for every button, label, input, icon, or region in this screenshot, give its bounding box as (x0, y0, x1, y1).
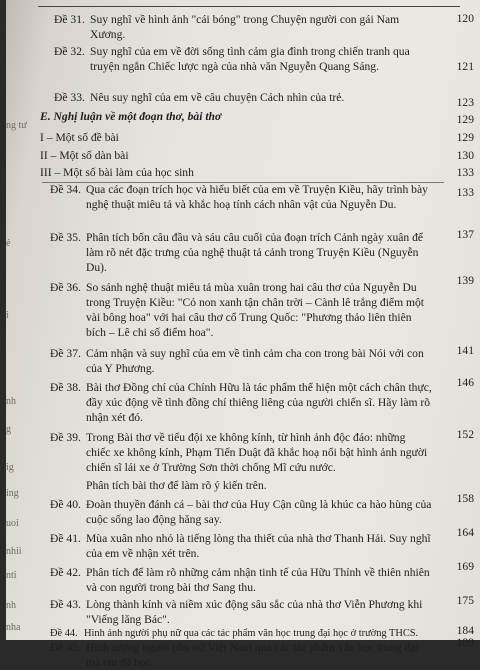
side-fragment: uoi (6, 518, 19, 529)
entry-text: Phân tích để làm rõ những cảm nhận tinh tế của Hữu Thỉnh về thiên nhiên và con người trong bài thơ Sang thu. (86, 566, 430, 594)
entry-label: Đề 39. (50, 431, 81, 444)
toc-entry (50, 380, 436, 428)
entry-label: Đề 41. (50, 532, 81, 545)
side-fragment: nha (6, 622, 21, 633)
page-number: 129 (456, 113, 474, 126)
page-number: 141 (456, 344, 474, 357)
side-fragment: nti (6, 570, 17, 581)
entry-label: Đề 33. (54, 91, 85, 104)
side-fragment: g (6, 424, 11, 435)
side-fragment: ng tư (6, 120, 27, 131)
page-number: 184 (456, 624, 474, 637)
entry-label: Đề 40. (50, 498, 81, 511)
entry-text: Nêu suy nghĩ của em về câu chuyện Cách nhìn của trẻ. (90, 91, 345, 104)
page-number: 121 (456, 60, 474, 73)
entry-continuation: Phân tích bài thơ để làm rõ ý kiến trên. (86, 479, 267, 492)
toc-entry (50, 230, 436, 278)
toc-entry (54, 12, 432, 44)
entry-label: Đề 38. (50, 381, 81, 394)
entry-text: Bài thơ Đồng chí của Chính Hữu là tác phẩm thể hiện một cách chân thực, đầy xúc động về tình đồng chí thiêng liêng của người chiến sĩ. Hãy làm rõ nhận xét đó. (86, 381, 432, 424)
page-number: 152 (456, 428, 474, 441)
toc-entry (50, 182, 436, 230)
entry-text: Lòng thành kính và niềm xúc động sâu sắc của nhà thơ Viễn Phương khi "Viếng lăng Bác". (86, 598, 423, 626)
page-number: 133 (456, 186, 474, 199)
page-number: 158 (456, 492, 474, 505)
side-fragment: nhii (6, 546, 22, 557)
page-number: 139 (456, 274, 474, 287)
entry-text: Mùa xuân nho nhỏ là tiếng lòng tha thiết của nhà thơ Thanh Hải. Suy nghĩ của em về nhận xét trên. (86, 532, 431, 560)
toc-entry (50, 346, 436, 378)
page-number: 120 (456, 12, 474, 25)
toc-entry (50, 497, 436, 529)
toc-entry (50, 430, 436, 478)
side-fragment: ing (6, 488, 19, 499)
entry-text: Hình tượng người phụ nữ Việt Nam qua các tác phẩm văn học trung đại mà em đã học. (86, 641, 419, 669)
entry-label: Đề 31. (54, 13, 85, 26)
page-number: 123 (456, 96, 474, 109)
page-number: 189 (456, 636, 474, 649)
top-rule (38, 6, 460, 7)
side-fragment: i (6, 310, 9, 321)
page-number: 137 (456, 228, 474, 241)
page-number: 146 (456, 376, 474, 389)
toc-entry (50, 531, 436, 563)
entry-label: Đề 34. (50, 183, 81, 196)
entry-text: Hình ảnh người phụ nữ qua các tác phẩm văn học trung đại học ở trường THCS. (84, 628, 419, 639)
entry-text: Suy nghĩ về hình ảnh "cái bóng" trong Chuyện người con gái Nam Xương. (90, 13, 400, 41)
entry-text: Phân tích bốn câu đầu và sáu câu cuối của đoạn trích Cảnh ngày xuân để làm rõ nét đặc trưng của nghệ thuật tả cảnh trong Truyện Kiều (Nguyễn Du). (86, 231, 424, 274)
entry-label: Đề 37. (50, 347, 81, 360)
toc-entry (50, 280, 436, 344)
toc-entry (50, 640, 436, 669)
entry-label: Đề 32. (54, 45, 85, 58)
entry-text: Cảm nhận và suy nghĩ của em về tình cảm cha con trong bài Nói với con của Y Phương. (86, 347, 424, 375)
entry-label: Đề 45. (50, 641, 81, 654)
entry-label: Đề 36. (50, 281, 81, 294)
entry-label: Đề 42. (50, 566, 81, 579)
toc-entry (50, 626, 436, 640)
page-number: 129 (456, 131, 474, 144)
side-fragment: ẻ (6, 238, 11, 249)
page-number: 133 (456, 166, 474, 179)
entry-text: Trong Bài thơ về tiểu đội xe không kính, từ hình ảnh độc đáo: những chiếc xe không kính, Phạm Tiến Duật đã khắc hoạ nổi bật hình ảnh người chiến sĩ lái xe ở Trường Sơn thời chống Mĩ cứu nước. (86, 431, 428, 474)
entry-label: Đề 44. (50, 628, 78, 639)
page-number: 175 (456, 594, 474, 607)
side-fragment: nh (6, 396, 16, 407)
page-number: 164 (456, 526, 474, 539)
toc-entry (54, 90, 432, 106)
section-item: III – Một số bài làm của học sinh (40, 166, 194, 179)
book-page (6, 0, 480, 669)
page-number: 130 (456, 149, 474, 162)
section-heading: E. Nghị luận về một đoạn thơ, bài thơ (40, 110, 222, 123)
entry-text: Suy nghĩ của em về đời sống tình cảm gia đình trong chiến tranh qua truyện ngắn Chiếc lược ngà của nhà văn Nguyễn Quang Sáng. (90, 45, 410, 73)
entry-label: Đề 35. (50, 231, 81, 244)
entry-label: Đề 43. (50, 598, 81, 611)
side-fragment: nh (6, 600, 16, 611)
section-item: I – Một số đề bài (40, 131, 119, 144)
page-number: 169 (456, 560, 474, 573)
entry-text: Đoàn thuyền đánh cá – bài thơ của Huy Cận cũng là khúc ca hào hùng của cuộc sống lao động hăng say. (86, 498, 432, 526)
entry-text: So sánh nghệ thuật miêu tả mùa xuân trong hai câu thơ của Nguyễn Du trong Truyện Kiều: "Cỏ non xanh tận chân trời – Cành lê trắng điểm một vài bông hoa" với hai câu thơ cổ Trung Quốc: "Phương thảo liên thiên bích – Lê chi số điểm hoa". (86, 281, 425, 339)
side-fragment: ig (6, 462, 14, 473)
toc-entry (50, 565, 436, 597)
toc-entry (50, 597, 436, 629)
section-item: II – Một số dàn bài (40, 149, 129, 162)
toc-entry (54, 44, 432, 90)
entry-text: Qua các đoạn trích học và hiểu biết của em về Truyện Kiều, hãy trình bày nghệ thuật miêu tả và khắc hoạ tính cách nhân vật của Nguyễn Du. (86, 183, 428, 211)
